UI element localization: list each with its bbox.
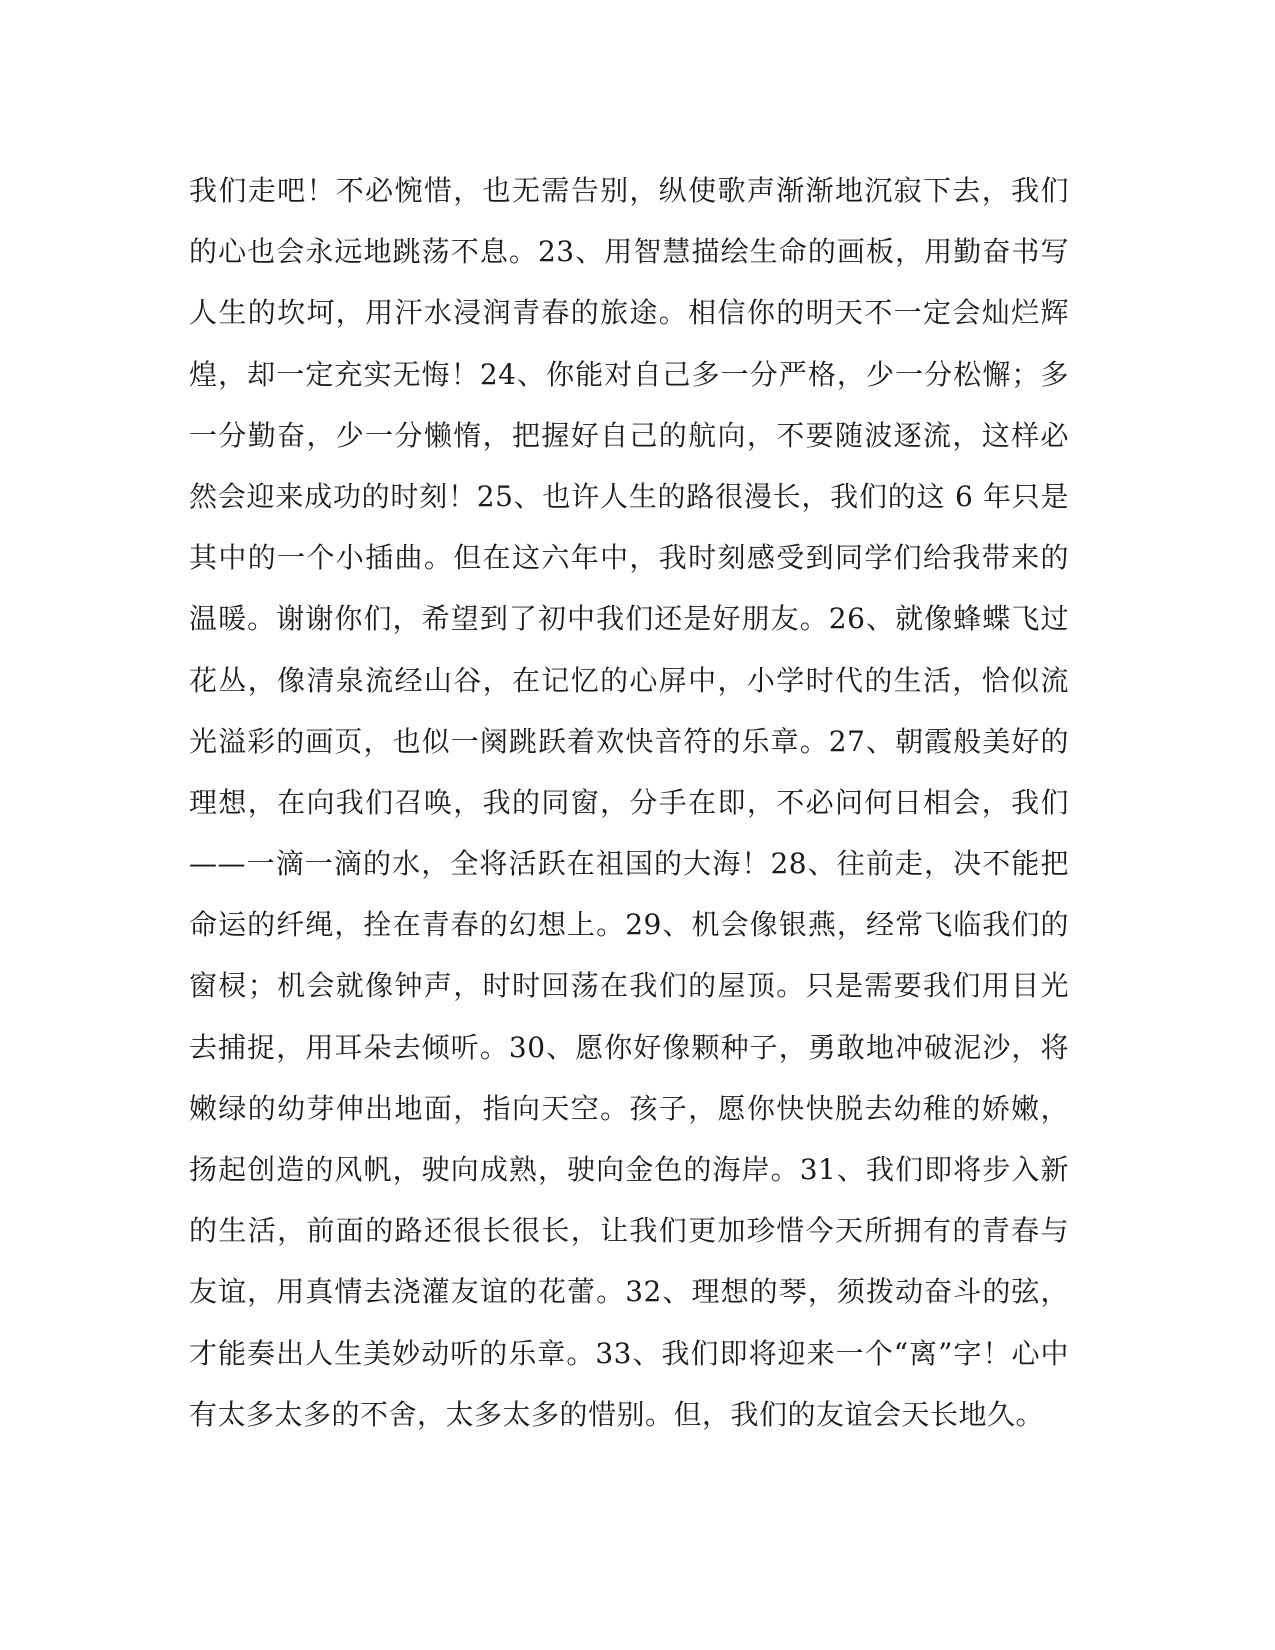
text-line: 命运的纤绳，拴在青春的幻想上。29、机会像银燕，经常飞临我们的 <box>189 908 1069 942</box>
text-line: 一分勤奋，少一分懒惰，把握好自己的航向，不要随波逐流，这样必 <box>189 418 1069 452</box>
text-line: 煌，却一定充实无悔！24、你能对自己多一分严格，少一分松懈；多 <box>189 357 1069 391</box>
text-line: 的心也会永远地跳荡不息。23、用智慧描绘生命的画板，用勤奋书写 <box>189 235 1069 269</box>
text-line: 我们走吧！不必惋惜，也无需告别，纵使歌声渐渐地沉寂下去，我们 <box>189 174 1069 207</box>
text-line: 才能奏出人生美妙动听的乐章。33、我们即将迎来一个“离”字！心中 <box>189 1336 1069 1370</box>
text-line: 有太多太多的不舍，太多太多的惜别。但，我们的友谊会天长地久。 <box>189 1397 1045 1431</box>
text-line: 的生活，前面的路还很长很长，让我们更加珍惜今天所拥有的青春与 <box>189 1214 1069 1248</box>
text-line: 友谊，用真情去浇灌友谊的花蕾。32、理想的琴，须拨动奋斗的弦， <box>189 1275 1069 1309</box>
text-line: 窗棂；机会就像钟声，时时回荡在我们的屋顶。只是需要我们用目光 <box>189 969 1069 1003</box>
text-line: ——一滴一滴的水，全将活跃在祖国的大海！28、往前走，决不能把 <box>189 847 1069 881</box>
text-line: 其中的一个小插曲。但在这六年中，我时刻感受到同学们给我带来的 <box>189 541 1069 575</box>
text-line: 温暖。谢谢你们，希望到了初中我们还是好朋友。26、就像蜂蝶飞过 <box>189 602 1069 636</box>
text-line: 花丛，像清泉流经山谷，在记忆的心屏中，小学时代的生活，恰似流 <box>189 663 1069 697</box>
body-text <box>189 160 1069 1445</box>
text-line: 嫩绿的幼芽伸出地面，指向天空。孩子，愿你快快脱去幼稚的娇嫩， <box>189 1091 1069 1125</box>
text-line: 理想，在向我们召唤，我的同窗，分手在即，不必问何日相会，我们 <box>189 785 1069 819</box>
text-line: 人生的坎坷，用汗水浸润青春的旅途。相信你的明天不一定会灿烂辉 <box>189 296 1069 330</box>
text-line: 去捕捉，用耳朵去倾听。30、愿你好像颗种子，勇敢地冲破泥沙，将 <box>189 1030 1069 1064</box>
text-line: 扬起创造的风帆，驶向成熟，驶向金色的海岸。31、我们即将步入新 <box>189 1153 1069 1186</box>
text-line: 光溢彩的画页，也似一阕跳跃着欢快音符的乐章。27、朝霞般美好的 <box>189 724 1069 758</box>
text-line: 然会迎来成功的时刻！25、也许人生的路很漫长，我们的这 6 年只是 <box>189 479 1069 513</box>
